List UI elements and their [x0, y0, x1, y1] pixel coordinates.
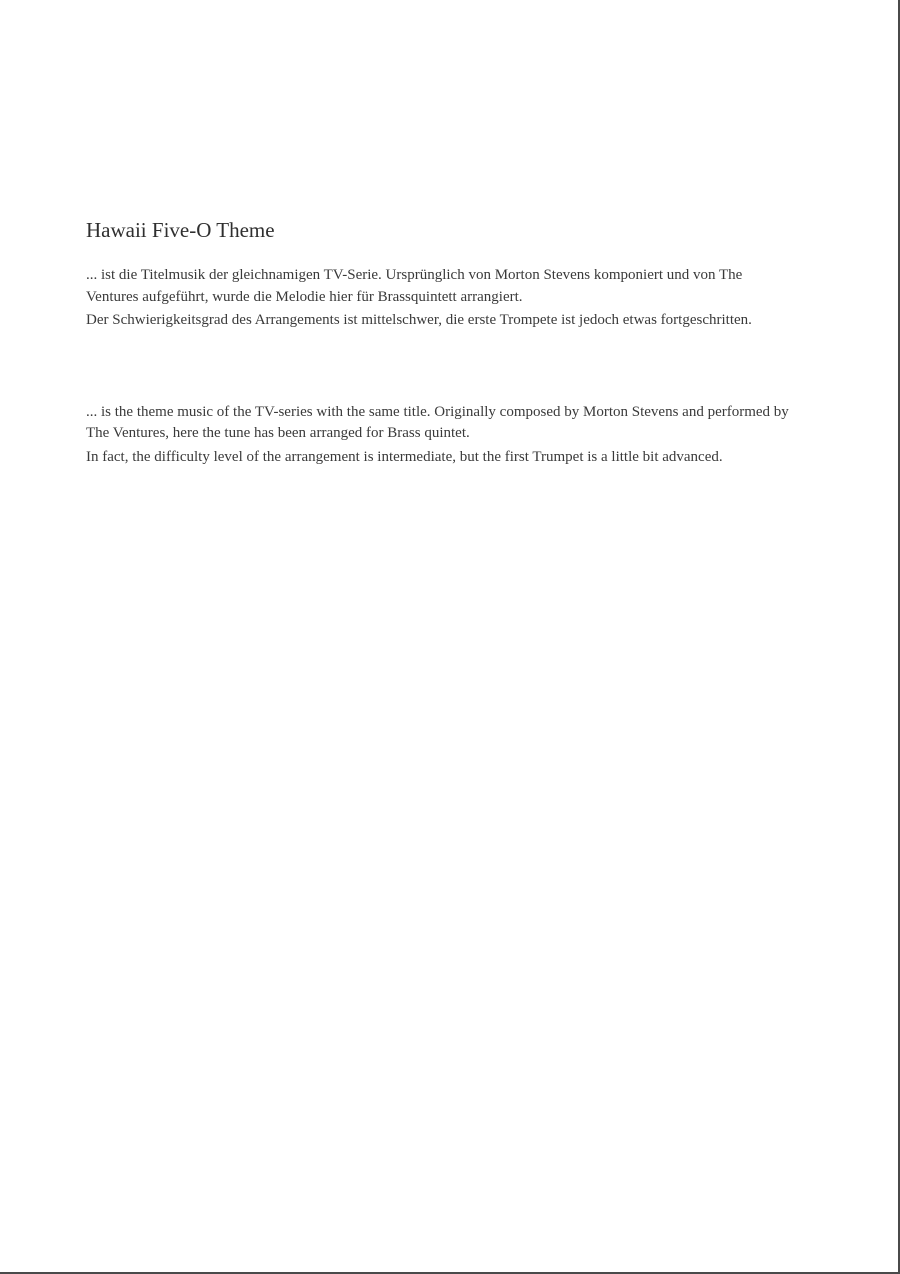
page-title: Hawaii Five-O Theme: [86, 218, 275, 242]
german-paragraph-difficulty: Der Schwierigkeitsgrad des Arrangements ist mittelschwer, die erste Trompete ist jedoch etwas fortgeschritten.: [86, 312, 752, 328]
english-description: [86, 402, 798, 469]
german-paragraph-intro: ... ist die Titelmusik der gleichnamigen TV-Serie. Ursprünglich von Morton Stevens komponiert und von The Ventures aufgeführt, wurde die Melodie hier für Brassquintett arrangiert.: [86, 267, 743, 305]
german-description: [86, 265, 798, 332]
english-paragraph-difficulty: In fact, the difficulty level of the arrangement is intermediate, but the first Trumpet is a little bit advanced.: [86, 448, 723, 465]
english-paragraph-intro: ... is the theme music of the TV-series with the same title. Originally composed by Morton Stevens and performed by The Ventures, here the tune has been arranged for Brass quintet.: [86, 403, 789, 441]
page-content: [86, 216, 798, 468]
